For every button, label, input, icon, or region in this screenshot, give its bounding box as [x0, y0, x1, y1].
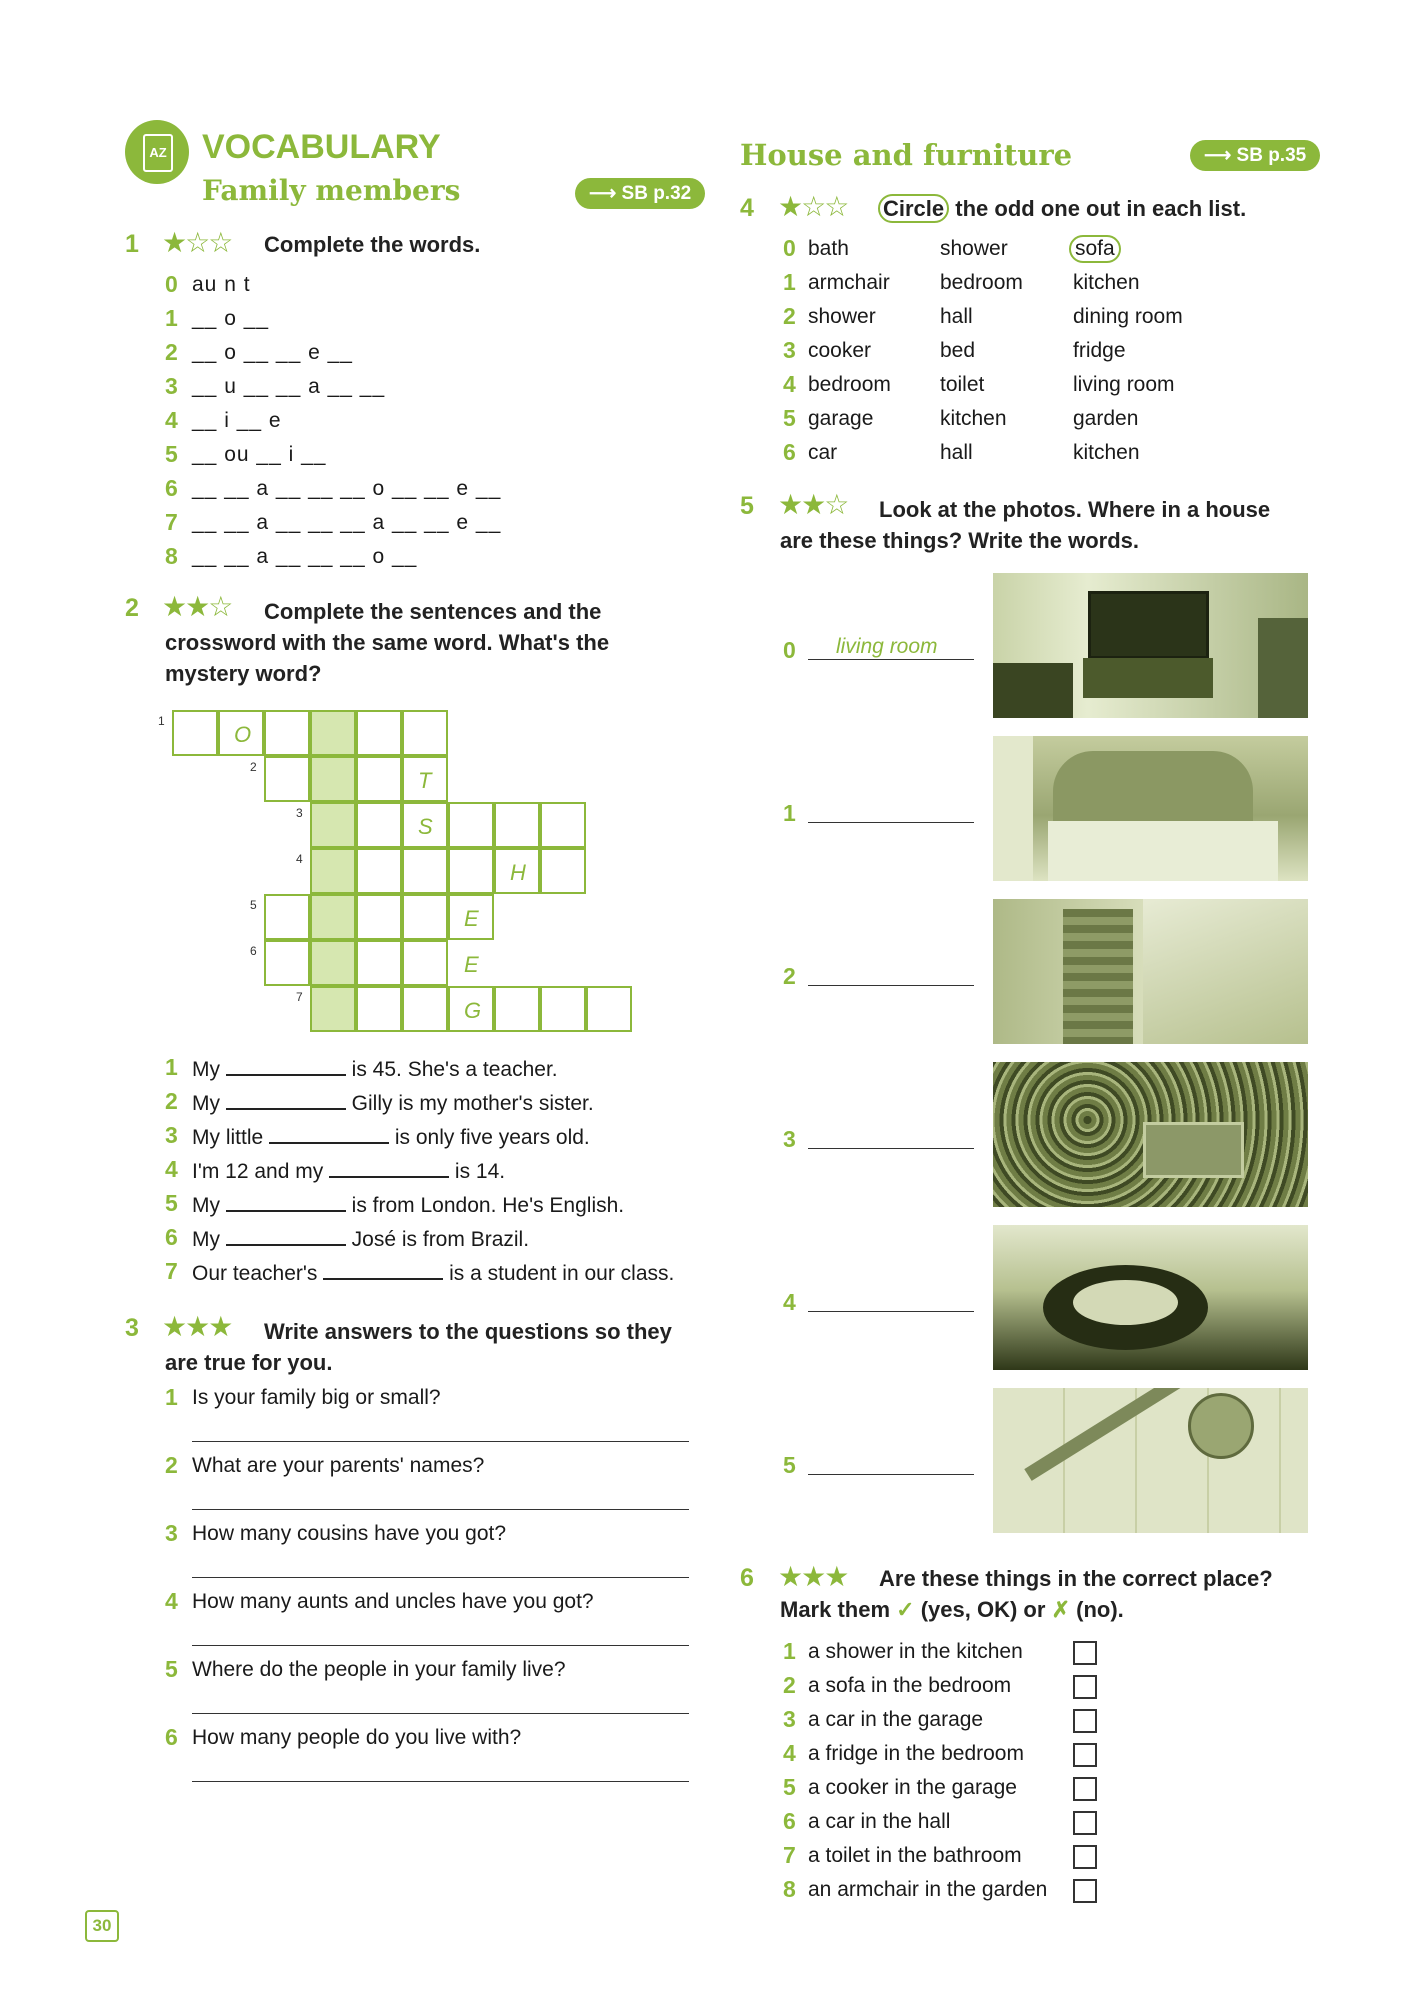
crossword-cell[interactable]	[356, 986, 402, 1032]
crossword-cell[interactable]	[310, 802, 356, 848]
photo-hall-stairs	[993, 899, 1308, 1044]
ex6-checkbox[interactable]	[1073, 1743, 1097, 1767]
ex6-number: 6	[740, 1564, 754, 1592]
ex3-number: 3	[125, 1314, 139, 1342]
ex2-sentence	[192, 1090, 594, 1116]
ex4-word-c[interactable]: living room	[1073, 373, 1175, 396]
ex1-item-word[interactable]: __ o __ __ e __	[192, 341, 353, 364]
ex2-instruction: Complete the sentences and the crossword with the same word. What's the mystery word?	[165, 599, 610, 686]
ex3-question-text: Where do the people in your family live?	[192, 1658, 566, 1681]
crossword-cell[interactable]	[356, 894, 402, 940]
sentence-start: My	[192, 1058, 226, 1081]
ex1-item-word[interactable]: __ i __ e	[192, 409, 282, 432]
ex4-word-a[interactable]: bath	[808, 237, 849, 260]
sentence-end: José is from Brazil.	[345, 1228, 530, 1251]
ex1-item-word[interactable]: __ o __	[192, 307, 270, 330]
ex2-sentence	[192, 1056, 558, 1082]
ex4-row-number: 3	[783, 337, 796, 363]
ex6-checkbox[interactable]	[1073, 1845, 1097, 1869]
answer-blank[interactable]	[323, 1260, 443, 1280]
sentence-start: My	[192, 1194, 226, 1217]
ex4-instruction-rest: the odd one out in each list.	[955, 196, 1247, 221]
ex6-item-text: a cooker in the garage	[808, 1776, 1017, 1799]
ex1-instruction: Complete the words.	[264, 232, 481, 257]
ex6-item-number: 5	[783, 1774, 796, 1800]
ex4-word-b[interactable]: hall	[940, 305, 973, 328]
ex4-word-b[interactable]: hall	[940, 441, 973, 464]
ex1-item-number: 7	[165, 509, 178, 535]
ex2-sentence	[192, 1124, 590, 1150]
ex3-question-number: 1	[165, 1384, 178, 1410]
ex3-question-number: 5	[165, 1656, 178, 1682]
ex3-answer-line[interactable]	[192, 1577, 689, 1578]
ex6-instr-a: Mark them	[780, 1597, 891, 1622]
ex4-instruction	[878, 196, 1246, 222]
ex6-instr-b: (yes, OK) or	[920, 1597, 1046, 1622]
ex1-stars: ★☆☆	[162, 227, 232, 258]
check-mark-icon: ✓	[896, 1597, 915, 1622]
crossword-cell[interactable]	[494, 986, 540, 1032]
sentence-start: My	[192, 1092, 226, 1115]
ex6-item-number: 7	[783, 1842, 796, 1868]
ex3-answer-line[interactable]	[192, 1509, 689, 1510]
ex4-row-number: 0	[783, 235, 796, 261]
ex5-answer-line[interactable]	[808, 1311, 974, 1312]
crossword-cell[interactable]	[402, 894, 448, 940]
ex1-item-number: 6	[165, 475, 178, 501]
sb-reference-text: SB p.32	[621, 183, 692, 204]
ex5-item-number: 4	[783, 1289, 796, 1315]
crossword-letter: E	[464, 906, 479, 931]
ex1-item-number: 2	[165, 339, 178, 365]
ex6-item-text: a shower in the kitchen	[808, 1640, 1023, 1663]
ex6-instruction-line1: Are these things in the correct place?	[879, 1566, 1273, 1591]
ex4-word-a[interactable]: garage	[808, 407, 874, 430]
sb-reference-badge[interactable]: ⟶ SB p.32	[575, 178, 705, 209]
ex5-item-number: 5	[783, 1452, 796, 1478]
crossword-letter: H	[510, 860, 526, 885]
ex3-answer-line[interactable]	[192, 1713, 689, 1714]
ex1-item-number: 5	[165, 441, 178, 467]
ex2-number: 2	[125, 594, 139, 622]
ex6-checkbox[interactable]	[1073, 1675, 1097, 1699]
ex3-instruction: Write answers to the questions so they are true for you.	[165, 1319, 672, 1375]
ex6-instr-c: (no).	[1076, 1597, 1124, 1622]
ex6-item-number: 6	[783, 1808, 796, 1834]
crossword-clue-number: 4	[296, 852, 303, 866]
ex4-row-number: 4	[783, 371, 796, 397]
ex4-number: 4	[740, 194, 754, 222]
ex6-item-number: 3	[783, 1706, 796, 1732]
sb-reference-badge-right[interactable]: ⟶ SB p.35	[1190, 140, 1320, 171]
ex1-item-word[interactable]: __ u __ __ a __ __	[192, 375, 386, 398]
ex1-item-word: au n t	[192, 273, 251, 296]
ex2-sentence-number: 3	[165, 1122, 178, 1148]
sentence-end: is from London. He's English.	[345, 1194, 625, 1217]
crossword-clue-number: 3	[296, 806, 303, 820]
crossword-clue-number: 2	[250, 760, 257, 774]
ex5-item-number: 0	[783, 637, 796, 663]
ex6-checkbox[interactable]	[1073, 1879, 1097, 1903]
ex5-answer-line[interactable]	[808, 822, 974, 823]
ex3-question-text: Is your family big or small?	[192, 1386, 441, 1409]
ex6-checkbox[interactable]	[1073, 1641, 1097, 1665]
ex3-question-text: How many aunts and uncles have you got?	[192, 1590, 594, 1613]
ex1-item-number: 1	[165, 305, 178, 331]
ex4-word-b[interactable]: kitchen	[940, 407, 1007, 430]
ex5-answer-line[interactable]	[808, 985, 974, 986]
ex6-item-number: 2	[783, 1672, 796, 1698]
ex5-item-number: 1	[783, 800, 796, 826]
crossword-clue-number: 7	[296, 990, 303, 1004]
ex4-word-c[interactable]: sofa	[1069, 235, 1121, 263]
ex4-word-a[interactable]: car	[808, 441, 838, 464]
vocab-badge-icon	[125, 120, 189, 184]
sb-reference-text-right: SB p.35	[1236, 145, 1307, 166]
crossword-cell[interactable]	[264, 756, 310, 802]
crossword-cell[interactable]	[402, 986, 448, 1032]
ex4-word-c[interactable]: kitchen	[1073, 271, 1140, 294]
section-title: VOCABULARY	[202, 128, 441, 166]
ex1-item-word[interactable]: __ __ a __ __ __ o __	[192, 545, 418, 568]
ex1-item-number: 4	[165, 407, 178, 433]
crossword-cell[interactable]	[356, 710, 402, 756]
crossword-cell[interactable]	[540, 848, 586, 894]
ex4-stars: ★☆☆	[778, 191, 848, 222]
ex2-sentence-number: 4	[165, 1156, 178, 1182]
ex4-row-number: 6	[783, 439, 796, 465]
ex3-question-number: 4	[165, 1588, 178, 1614]
ex4-word-a[interactable]: shower	[808, 305, 876, 328]
photo-kitchen	[993, 1225, 1308, 1370]
ex4-row-number: 1	[783, 269, 796, 295]
sentence-end: is a student in our class.	[443, 1262, 675, 1285]
ex6-item-text: a fridge in the bedroom	[808, 1742, 1024, 1765]
crossword-cell[interactable]	[356, 940, 402, 986]
crossword-clue-number: 6	[250, 944, 257, 958]
ex2-sentence-number: 1	[165, 1054, 178, 1080]
ex6-checkbox[interactable]	[1073, 1709, 1097, 1733]
ex1-item-word[interactable]: __ ou __ i __	[192, 443, 327, 466]
ex5-answer-line[interactable]	[808, 1474, 974, 1475]
ex2-sentence	[192, 1226, 529, 1252]
ex6-stars: ★★★	[778, 1561, 848, 1592]
ex4-word-b[interactable]: bedroom	[940, 271, 1023, 294]
sentence-end: is 14.	[449, 1160, 506, 1183]
crossword-letter: E	[464, 952, 479, 977]
ex6-instruction-line2	[780, 1597, 1124, 1623]
ex6-item-number: 8	[783, 1876, 796, 1902]
ex6-item-number: 1	[783, 1638, 796, 1664]
ex3-answer-line[interactable]	[192, 1645, 689, 1646]
ex3-question-text: How many cousins have you got?	[192, 1522, 507, 1545]
circle-word: Circle	[878, 194, 949, 223]
crossword-cell[interactable]	[310, 848, 356, 894]
photo-bathroom	[993, 1388, 1308, 1533]
crossword-cell[interactable]	[448, 848, 494, 894]
crossword-letter: G	[464, 998, 482, 1023]
ex4-word-b[interactable]: toilet	[940, 373, 985, 396]
ex1-item-word[interactable]: __ __ a __ __ __ a __ __ e __	[192, 511, 502, 534]
crossword-cell[interactable]	[356, 802, 402, 848]
ex6-item-text: a car in the hall	[808, 1810, 951, 1833]
crossword-letter: O	[234, 722, 252, 747]
ex3-question-number: 3	[165, 1520, 178, 1546]
ex3-question-text: How many people do you live with?	[192, 1726, 522, 1749]
crossword-cell[interactable]	[540, 802, 586, 848]
sentence-end: Gilly is my mother's sister.	[345, 1092, 594, 1115]
ex1-item-word[interactable]: __ __ a __ __ __ o __ __ e __	[192, 477, 502, 500]
ex6-item-text: a toilet in the bathroom	[808, 1844, 1022, 1867]
photo-garden	[993, 1062, 1308, 1207]
crossword-clue-number: 5	[250, 898, 257, 912]
ex5-item-number: 2	[783, 963, 796, 989]
crossword-cell[interactable]	[356, 848, 402, 894]
ex2-sentence	[192, 1260, 674, 1286]
answer-blank[interactable]	[329, 1158, 449, 1178]
ex5-instruction: Look at the photos. Where in a house are these things? Write the words.	[780, 497, 1271, 553]
answer-blank[interactable]	[226, 1090, 346, 1110]
answer-blank[interactable]	[226, 1192, 346, 1212]
crossword-cell[interactable]	[448, 802, 494, 848]
crossword-cell[interactable]	[172, 710, 218, 756]
house-section-title: House and furniture	[740, 138, 1073, 172]
ex4-word-a[interactable]: armchair	[808, 271, 890, 294]
sentence-end: is 45. She's a teacher.	[345, 1058, 558, 1081]
book-icon: AZ	[143, 134, 173, 172]
ex6-checkbox[interactable]	[1073, 1811, 1097, 1835]
sentence-start: My	[192, 1228, 226, 1251]
ex4-word-a[interactable]: bedroom	[808, 373, 891, 396]
ex6-item-text: a car in the garage	[808, 1708, 984, 1731]
crossword-cell[interactable]	[264, 710, 310, 756]
page-number: 30	[85, 1910, 119, 1942]
ex6-item-text: an armchair in the garden	[808, 1878, 1048, 1901]
ex5-item-number: 3	[783, 1126, 796, 1152]
ex2-sentence-number: 5	[165, 1190, 178, 1216]
ex2-sentence-number: 7	[165, 1258, 178, 1284]
crossword-cell[interactable]	[310, 986, 356, 1032]
crossword-letter: S	[418, 814, 433, 839]
crossword-cell[interactable]	[310, 940, 356, 986]
crossword-cell[interactable]	[310, 894, 356, 940]
cross-mark-icon: ✗	[1051, 1597, 1070, 1622]
ex5-number: 5	[740, 492, 754, 520]
crossword-cell[interactable]	[586, 986, 632, 1032]
sentence-start: I'm 12 and my	[192, 1160, 330, 1183]
ex2-sentence	[192, 1192, 624, 1218]
ex3-stars: ★★★	[162, 1311, 232, 1342]
ex3-question-number: 6	[165, 1724, 178, 1750]
ex4-word-b[interactable]: shower	[940, 237, 1008, 260]
ex4-word-c[interactable]: garden	[1073, 407, 1139, 430]
crossword-cell[interactable]	[402, 940, 448, 986]
ex5-answer-line[interactable]	[808, 659, 974, 660]
crossword-cell[interactable]	[356, 756, 402, 802]
ex4-word-c[interactable]: fridge	[1073, 339, 1126, 362]
ex3-answer-line[interactable]	[192, 1781, 689, 1782]
sentence-start: My little	[192, 1126, 270, 1149]
crossword-cell[interactable]	[540, 986, 586, 1032]
answer-blank[interactable]	[226, 1226, 346, 1246]
answer-blank[interactable]	[269, 1124, 389, 1144]
ex2-sentence-number: 6	[165, 1224, 178, 1250]
ex4-word-c[interactable]: dining room	[1073, 305, 1183, 328]
ex2-sentence	[192, 1158, 505, 1184]
ex1-item-number: 8	[165, 543, 178, 569]
sentence-end: is only five years old.	[389, 1126, 590, 1149]
ex1-number: 1	[125, 230, 139, 258]
ex4-row-number: 5	[783, 405, 796, 431]
ex4-word-c[interactable]: kitchen	[1073, 441, 1140, 464]
ex5-example-answer: living room	[836, 635, 938, 658]
ex4-row-number: 2	[783, 303, 796, 329]
ex5-stars: ★★☆	[778, 489, 848, 520]
section-subtitle: Family members	[202, 174, 461, 207]
ex1-item-number: 3	[165, 373, 178, 399]
ex3-question-number: 2	[165, 1452, 178, 1478]
crossword-clue-number: 1	[158, 714, 165, 728]
ex5-answer-line[interactable]	[808, 1148, 974, 1149]
ex4-word-a[interactable]: cooker	[808, 339, 872, 362]
ex6-item-number: 4	[783, 1740, 796, 1766]
crossword-cell[interactable]	[310, 710, 356, 756]
ex2-sentence-number: 2	[165, 1088, 178, 1114]
ex1-item-number: 0	[165, 271, 178, 297]
crossword-cell[interactable]	[310, 756, 356, 802]
answer-blank[interactable]	[226, 1056, 346, 1076]
sentence-start: Our teacher's	[192, 1262, 324, 1285]
photo-bedroom	[993, 736, 1308, 881]
ex3-question-text: What are your parents' names?	[192, 1454, 485, 1477]
crossword-letter: T	[418, 768, 432, 793]
photo-living-room	[993, 573, 1308, 718]
ex2-stars: ★★☆	[162, 591, 232, 622]
ex6-checkbox[interactable]	[1073, 1777, 1097, 1801]
ex4-word-b[interactable]: bed	[940, 339, 976, 362]
crossword-cell[interactable]	[264, 940, 310, 986]
crossword-cell[interactable]	[402, 848, 448, 894]
ex6-item-text: a sofa in the bedroom	[808, 1674, 1012, 1697]
crossword-cell[interactable]	[264, 894, 310, 940]
crossword-cell[interactable]	[402, 710, 448, 756]
crossword-cell[interactable]	[494, 802, 540, 848]
ex3-answer-line[interactable]	[192, 1441, 689, 1442]
